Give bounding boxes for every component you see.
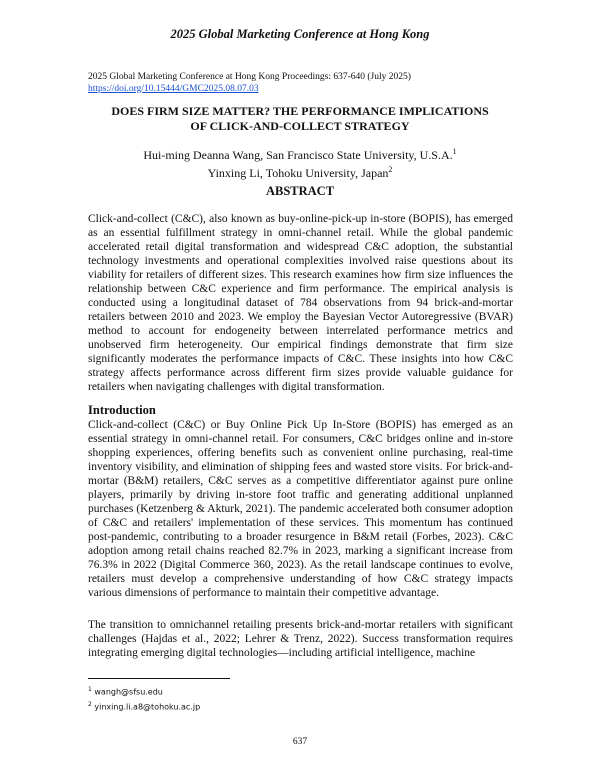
abstract-heading: ABSTRACT — [265, 184, 335, 198]
citation-block — [88, 71, 528, 95]
author-2-affiliation: Yinxing Li, Tohoku University, Japan — [207, 165, 389, 180]
introduction-paragraph-1: Click-and-collect (C&C) or Buy Online Pick Up In-Store (BOPIS) has emerged as an essential strategy in omni-channel retail. For consumers, C&C bridges online and in-store shopping experiences, offering benefits such as convenient online purchasing, real-time inventory visibility, and elimination of shipping fees and wasted store visits. For brick-and-mortar (B&M) retailers, C&C serves as a competitive differentiator against pure online players, primarily by driving in-store foot traffic and generating additional unplanned purchases (Ketzenberg & Akturk, 2021). The pandemic accelerated both consumer adoption of C&C and retailers' implementation of these services. This momentum has continued post-pandemic, contributing to a broader resurgence in B&M retail (Forbes, 2023). C&C adoption among retail chains reached 82.7% in 2023, marking a significant increase from 76.3% in 2022 (Digital Commerce 360, 2023). As the retail landscape continues to evolve, retailers must develop a comprehensive understanding of how C&C strategy impacts various dimensions of performance to maintain their competitive advantage. — [88, 419, 513, 599]
footnote-2-email: yinxing.li.a8@tohoku.ac.jp — [94, 702, 201, 712]
introduction-heading: Introduction — [88, 403, 156, 417]
footnote-1 — [88, 684, 200, 699]
proceedings-line: 2025 Global Marketing Conference at Hong Kong Proceedings: 637-640 (July 2025) — [88, 72, 411, 82]
paper-title-line-2: OF CLICK-AND-COLLECT STRATEGY — [190, 118, 410, 133]
footnote-1-mark: 1 — [88, 686, 92, 693]
author-2 — [60, 163, 540, 181]
footnotes — [88, 684, 200, 713]
footnote-2-mark: 2 — [88, 700, 92, 708]
footnote-mark-1: 1 — [452, 147, 457, 156]
footnote-mark-2: 2 — [388, 164, 393, 174]
introduction-paragraph-2: The transition to omnichannel retailing presents brick-and-mortar retailers with significant challenges (Hajdas et al., 2022; Lehrer & Trenz, 2022). Success transformation requires integrating emerging digital technologies—including artificial intelligence, machine — [88, 619, 513, 659]
author-1 — [60, 145, 540, 163]
paper-title-line-1: DOES FIRM SIZE MATTER? THE PERFORMANCE IMPLICATIONS — [111, 104, 489, 118]
conference-header: 2025 Global Marketing Conference at Hong Kong — [170, 27, 430, 41]
page-number: 637 — [292, 737, 308, 747]
footnote-1-email: wangh@sfsu.edu — [94, 687, 163, 697]
footnote-2 — [88, 699, 200, 714]
paper-title — [60, 104, 540, 133]
doi-link[interactable]: https://doi.org/10.15444/GMC2025.08.07.03 — [88, 84, 259, 94]
footnote-divider — [88, 678, 230, 679]
abstract-body: Click-and-collect (C&C), also known as buy-online-pick-up in-store (BOPIS), has emerged as an essential fulfillment strategy in omni-channel retail. While the global pandemic accelerated retail digital transformation and widespread C&C adoption, the substantial technology investments and operational complexities involved raise questions about its viability for retailers of different sizes. This research examines how firm size influences the relationship between C&C experience and firm performance. The empirical analysis is conducted using a longitudinal dataset of 784 observations from 94 brick-and-mortar retailers between 2010 and 2023. We employ the Bayesian Vector Autoregressive (BVAR) method to account for endogeneity between interrelated performance metrics and unobserved firm heterogeneity. Our empirical findings demonstrate that firm size significantly moderates the performance impacts of C&C. These insights into how C&C strategy affects performance across different firm sizes provide valuable guidance for retailers when navigating challenges with digital transformation. — [88, 213, 513, 393]
author-list — [60, 145, 540, 180]
author-1-affiliation: Hui-ming Deanna Wang, San Francisco State University, U.S.A. — [143, 148, 453, 162]
